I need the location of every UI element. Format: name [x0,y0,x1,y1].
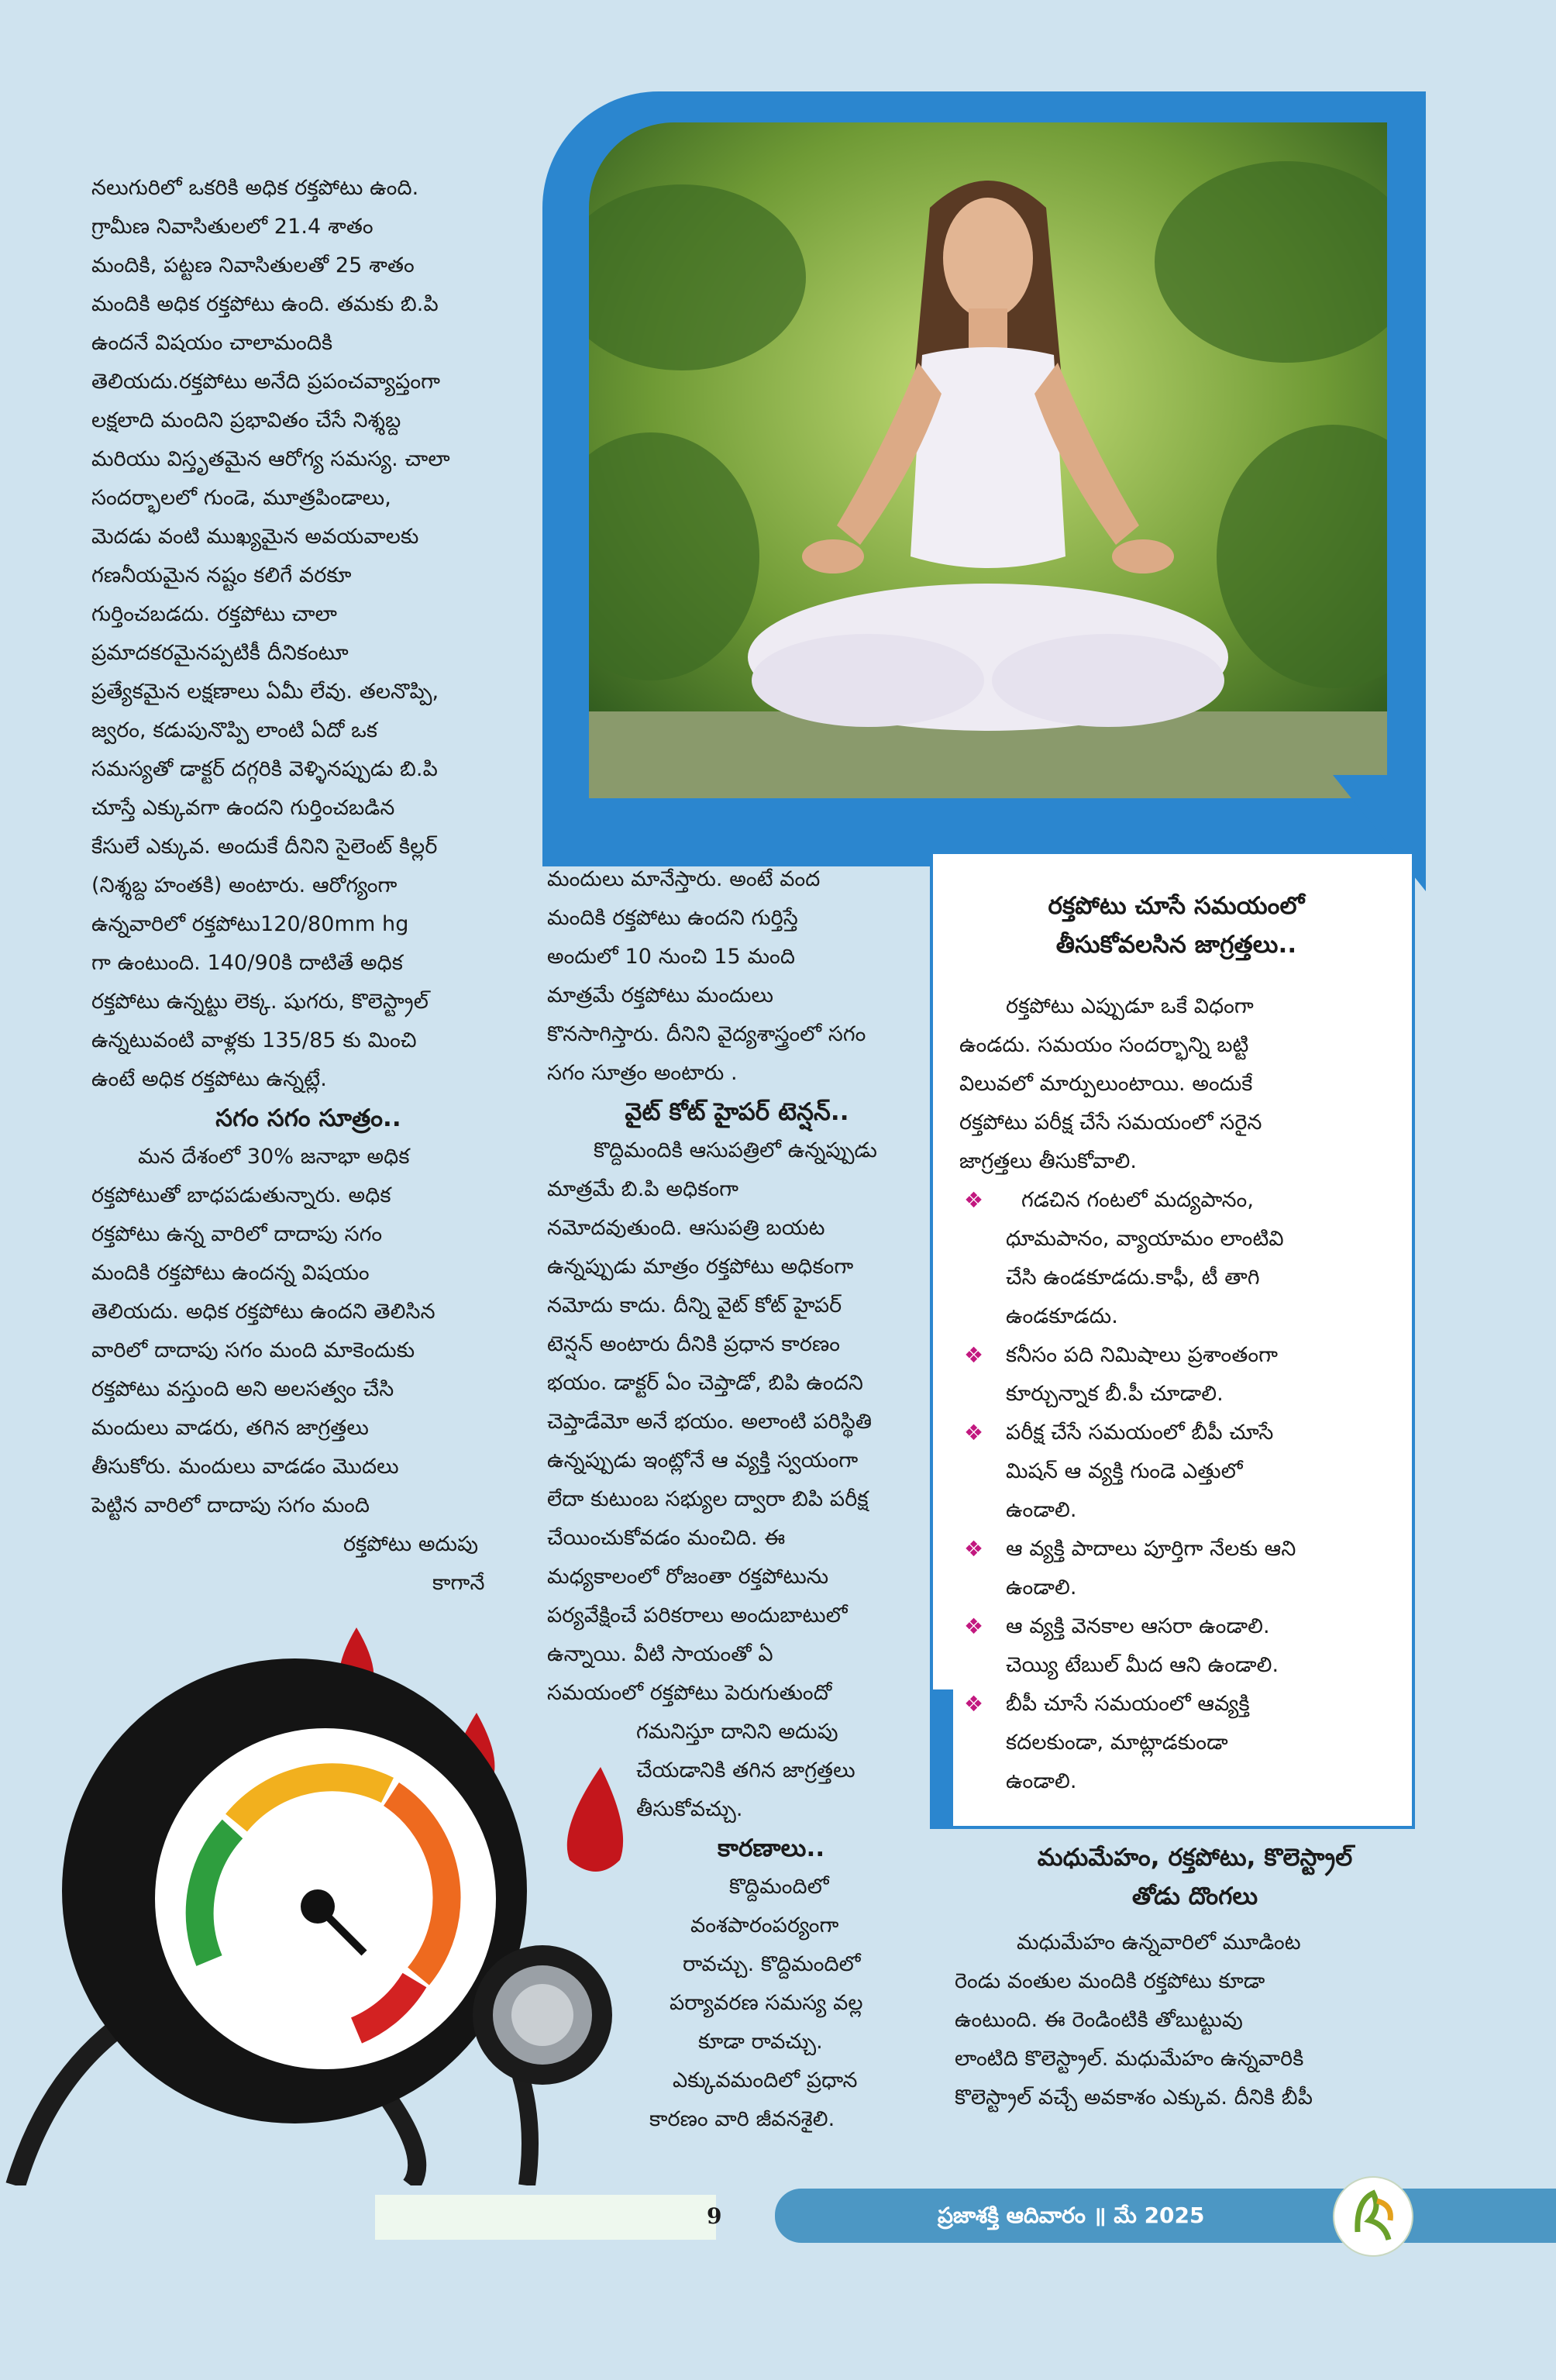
bullet-icon: ❖ [964,1691,984,1717]
page-number: 9 [707,2203,722,2229]
tip-item: ❖ ఆ వ్యక్తి వెనకాల ఆసరా ఉండాలి. చెయ్యి టేబుల్ మీద ఆని ఉండాలి. [959,1607,1393,1685]
col1-para-2: మన దేశంలో 30% జనాభా అధిక రక్తపోటుతో బాధపడుతున్నారు. అధిక రక్తపోటు ఉన్న వారిలో దాదాపు సగం మందికి రక్తపోటు ఉందన్న విషయం తెలియదు. అధిక రక్తపోటు ఉందని తెలిసిన వారిలో దాదాపు సగం మంది మాకెందుకు రక్తపోటు వస్తుంది అని అలసత్వం చేసి మందులు వాడరు, తగిన జాగ్రత్తలు తీసుకోరు. మందులు వాడడం మొదలు పెట్టిన వారిలో దాదాపు సగం మంది రక్తపోటు అదుపు కాగానే [91,1145,485,1595]
tip-item: ❖ పరీక్ష చేసే సమయంలో బీపీ చూసే మిషన్ ఆ వ్యక్తి గుండె ఎత్తులో ఉండాలి. [959,1414,1393,1530]
tips-box-accent [930,1689,953,1829]
photo-frame [542,91,1426,866]
yoga-woman-image [589,122,1387,798]
bullet-icon: ❖ [964,1614,984,1639]
col3-para-1: మధుమేహం ఉన్నవారిలో మూడింట రెండు వంతుల మందికి రక్తపోటు కూడా ఉంటుంది. ఈ రెండింటికి తోబుట్టువు లాంటిది కొలెస్ట్రాల్. మధుమేహం ఉన్నవారికి కొలెస్ట్రాల్ వచ్చే అవకాశం ఎక్కువ. దీనికి బీపీ [955,1931,1313,2110]
publication-logo-icon [1333,2176,1413,2257]
col2-para-2: కొద్దిమందికి ఆసుపత్రిలో ఉన్నప్పుడు మాత్రమే బి.పి అధికంగా నమోదవుతుంది. ఆసుపత్రి బయట ఉన్నప్పుడు మాత్రం రక్తపోటు అధికంగా నమోదు కాదు. దీన్ని వైట్ కోట్ హైపర్ టెన్షన్ అంటారు దీనికి ప్రధాన కారణం భయం. డాక్టర్ ఏం చెప్తాడో, బిపి ఉందని చెప్తాడేమో అనే భయం. అలాంటి పరిస్థితి ఉన్నప్పుడు ఇంట్లోనే ఆ వ్యక్తి స్వయంగా లేదా కుటుంబ సభ్యుల ద్వారా బిపి పరీక్ష చేయించుకోవడం మంచిది. ఈ మధ్యకాలంలో రోజంతా రక్తపోటును పర్యవేక్షించే పరికరాలు అందుబాటులో ఉన్నాయి. వీటి సాయంతో ఏ సమయంలో రక్తపోటు పెరుగుతుందో గమనిస్తూ దానిని అదుపు చేయడానికి తగిన జాగ్రత్తలు తీసుకోవచ్చు. [547,1138,877,1821]
column-2 [547,860,927,2139]
col2-heading-causes: కారణాలు.. [718,1834,825,1862]
bullet-icon: ❖ [964,1536,984,1562]
bullet-icon: ❖ [964,1420,984,1445]
bullet-icon: ❖ [964,1187,984,1213]
bullet-icon: ❖ [964,1342,984,1368]
col3-heading: మధుమేహం, రక్తపోటు, కొలెస్ట్రాల్ తోడు దొంగలు [1037,1844,1353,1910]
col1-para-1: నలుగురిలో ఒకరికి అధిక రక్తపోటు ఉంది. గ్రామీణ నివాసితులలో 21.4 శాతం మందికి, పట్టణ నివాసితులతో 25 శాతం మందికి అధిక రక్తపోటు ఉంది. తమకు బి.పి ఉందనే విషయం చాలామందికి తెలియదు.రక్తపోటు అనేది ప్రపంచవ్యాప్తంగా లక్షలాది మందిని ప్రభావితం చేసే నిశ్శబ్ద మరియు విస్తృతమైన ఆరోగ్య సమస్య. చాలా సందర్భాలలో గుండె, మూత్రపిండాలు, మెదడు వంటి ముఖ్యమైన అవయవాలకు గణనీయమైన నష్టం కలిగే వరకూ గుర్తించబడదు. రక్తపోటు చాలా ప్రమాదకరమైనప్పటికీ దీనికంటూ ప్రత్యేకమైన లక్షణాలు ఏమీ లేవు. తలనొప్పి, జ్వరం, కడుపునొప్పి లాంటి ఏదో ఒక సమస్యతో డాక్టర్ దగ్గరికి వెళ్ళినప్పుడు బి.పి చూస్తే ఎక్కువగా ఉందని గుర్తించబడిన కేసులే ఎక్కువ. అందుకే దీనిని సైలెంట్ కిల్లర్ (నిశ్శబ్ద హంతకి) అంటారు. ఆరోగ్యంగా ఉన్నవారిలో రక్తపోటు120/80mm hg గా ఉంటుంది. 140/90కి దాటితే అధిక రక్తపోటు ఉన్నట్టు లెక్క. షుగరు, కొలెస్ట్రాల్ ఉన్నటువంటి వాళ్లకు 135/85 కు మించి ఉంటే అధిక రక్తపోటు ఉన్నట్లే. [91,176,450,1091]
tip-item: ❖ గడచిన గంటలో మద్యపానం, ధూమపానం, వ్యాయామం లాంటివి చేసి ఉండకూడదు.కాఫీ, టీ తాగి ఉండకూడదు. [959,1181,1393,1336]
col2-para-3: కొద్దిమందిలో వంశపారంపర్యంగా రావచ్చు. కొద్దిమందిలో పర్యావరణ సమస్య వల్ల కూడా రావచ్చు. ఎక్కువమందిలో ప్రధాన కారణం వారి జీవనశైలి. [649,1875,863,2131]
footer-strip [375,2195,716,2240]
column-3 [955,1838,1435,2117]
tip-item: ❖ ఆ వ్యక్తి పాదాలు పూర్తిగా నేలకు ఆని ఉండాలి. [959,1530,1393,1607]
tip-item: ❖ కనీసం పది నిమిషాలు ప్రశాంతంగా కూర్చున్నాక బీ.పీ చూడాలి. [959,1336,1393,1414]
col2-heading: వైట్ కోట్ హైపర్ టెన్షన్.. [625,1098,849,1126]
tips-title: రక్తపోటు చూసే సమయంలో తీసుకోవలసిన జాగ్రత్తలు.. [1048,892,1305,959]
tips-box [930,851,1415,1829]
tip-item: ❖ బీపీ చూసే సమయంలో ఆవ్యక్తి కదలకుండా, మాట్లాడకుండా ఉండాలి. [959,1685,1393,1801]
tips-intro: రక్తపోటు ఎప్పుడూ ఒకే విధంగా ఉండదు. సమయం సందర్భాన్ని బట్టి విలువలో మార్పులుంటాయి. అందుకే రక్తపోటు పరీక్ష చేసే సమయంలో సరైన జాగ్రత్తలు తీసుకోవాలి. [959,994,1262,1173]
column-1 [91,169,525,1603]
col2-para-1: మందులు మానేస్తారు. అంటే వంద మందికి రక్తపోటు ఉందని గుర్తిస్తే అందులో 10 నుంచి 15 మంది మాత్రమే రక్తపోటు మందులు కొనసాగిస్తారు. దీనిని వైద్యశాస్త్రంలో సగం సగం సూత్రం అంటారు . [547,867,866,1085]
tips-content [959,887,1393,1801]
publication-name: ప్రజాశక్తి ఆదివారం ॥ మే 2025 [938,2203,1205,2228]
col1-heading: సగం సగం సూత్రం.. [215,1104,401,1132]
